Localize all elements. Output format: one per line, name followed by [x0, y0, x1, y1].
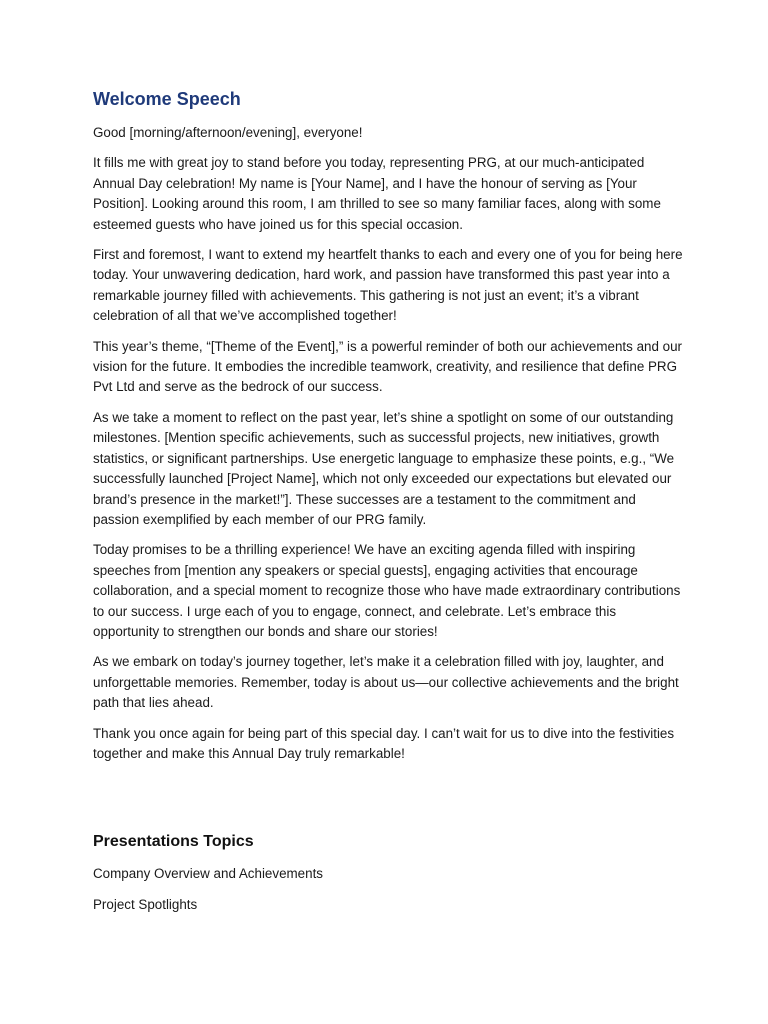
speech-paragraph-journey: As we embark on today’s journey together, let’s make it a celebration filled with joy, laughter, and unforgettable memories. Remember, today is about us—our collective achievements and the bright path that lies ahead.	[93, 654, 679, 711]
speech-paragraph-greeting: Good [morning/afternoon/evening], everyone!	[93, 125, 363, 140]
speech-paragraph-milestones: As we take a moment to reflect on the past year, let’s shine a spotlight on some of our outstanding milestones. [Mention specific achievements, such as successful projects, new initiatives, growth statistics, or significant partnerships. Use energetic language to emphasize these points, e.g., “We successfully launched [Project Name], which not only exceeded our expectations but elevated our brand’s presence in the market!”]. These successes are a testament to the commitment and passion exemplified by each member of our PRG family.	[93, 409, 675, 527]
speech-paragraph-agenda: Today promises to be a thrilling experience! We have an exciting agenda filled with inspiring speeches from [mention any speakers or special guests], engaging activities that encourage collaboration, and a special moment to recognize those who have made extraordinary contributions to our success. I urge each of you to engage, connect, and celebrate. Let’s embrace this opportunity to strengthen our bonds and share our stories!	[93, 542, 681, 639]
topic-item: Company Overview and Achievements	[93, 866, 323, 882]
document-page	[93, 86, 683, 925]
speech-paragraph-theme: This year’s theme, “[Theme of the Event],” is a powerful reminder of both our achievements and our vision for the future. It embodies the incredible teamwork, creativity, and resilience that define PRG Pvt Ltd and serve as the bedrock of our success.	[93, 338, 682, 395]
speech-title: Welcome Speech	[93, 89, 241, 109]
speech-paragraph-thanks: First and foremost, I want to extend my heartfelt thanks to each and every one of you for being here today. Your unwavering dedication, hard work, and passion have transformed this past year into a remarkable journey filled with achievements. This gathering is not just an event; it’s a vibrant celebration of all that we’ve accomplished together!	[93, 247, 683, 324]
speech-paragraph-intro: It fills me with great joy to stand before you today, representing PRG, at our much-anticipated Annual Day celebration! My name is [Your Name], and I have the honour of serving as [Your Position]. Looking around this room, I am thrilled to see so many familiar faces, along with some esteemed guests who have joined us for this special occasion.	[93, 155, 661, 232]
speech-paragraph-closing: Thank you once again for being part of this special day. I can’t wait for us to dive into the festivities together and make this Annual Day truly remarkable!	[93, 725, 675, 761]
section-spacer	[93, 774, 683, 830]
topics-title: Presentations Topics	[93, 833, 254, 851]
topic-item: Project Spotlights	[93, 896, 198, 912]
